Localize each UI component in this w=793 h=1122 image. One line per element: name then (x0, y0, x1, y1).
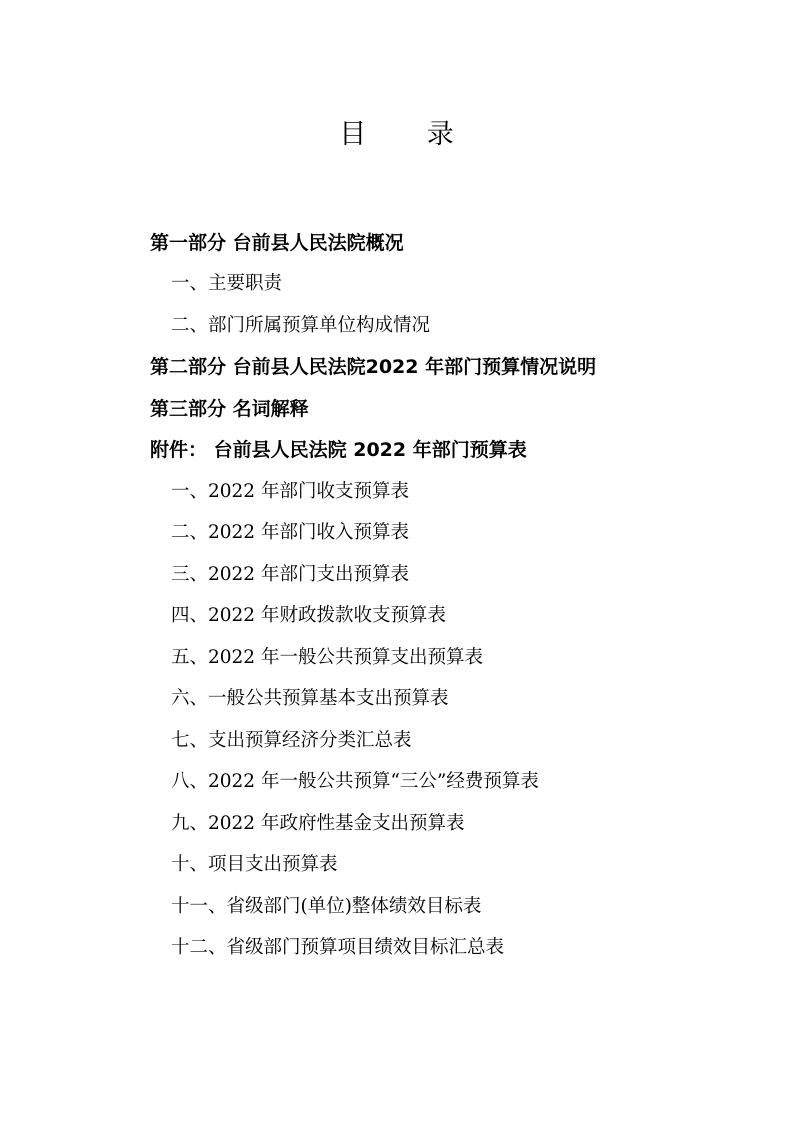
toc-entry-table-3: 三、2022 年部门支出预算表 (171, 564, 409, 585)
toc-entry-part-1: 第一部分 台前县人民法院概况 (150, 232, 404, 254)
toc-entry-part-3: 第三部分 名词解释 (150, 398, 309, 420)
toc-entry-table-5: 五、2022 年一般公共预算支出预算表 (171, 647, 483, 668)
toc-entry-table-6: 六、一般公共预算基本支出预算表 (171, 688, 449, 709)
page-title: 目 录 (339, 119, 480, 150)
toc-entry-table-8: 八、2022 年一般公共预算“三公”经费预算表 (171, 771, 539, 792)
toc-entry-part-2: 第二部分 台前县人民法院2022 年部门预算情况说明 (150, 356, 597, 378)
toc-entry-table-10: 十、项目支出预算表 (171, 854, 338, 875)
toc-entry-table-9: 九、2022 年政府性基金支出预算表 (171, 813, 465, 834)
toc-entry-table-12: 十二、省级部门预算项目绩效目标汇总表 (171, 937, 505, 958)
toc-entry-appendix: 附件： 台前县人民法院 2022 年部门预算表 (150, 439, 527, 461)
toc-entry-table-2: 二、2022 年部门收入预算表 (171, 522, 409, 543)
toc-entry-table-11: 十一、省级部门(单位)整体绩效目标表 (171, 896, 482, 917)
toc-entry-duties: 一、主要职责 (171, 273, 283, 294)
toc-entry-table-7: 七、支出预算经济分类汇总表 (171, 730, 412, 751)
toc-entry-table-4: 四、2022 年财政拨款收支预算表 (171, 605, 446, 626)
toc-entry-table-1: 一、2022 年部门收支预算表 (171, 481, 409, 502)
toc-entry-units: 二、部门所属预算单位构成情况 (171, 315, 431, 336)
